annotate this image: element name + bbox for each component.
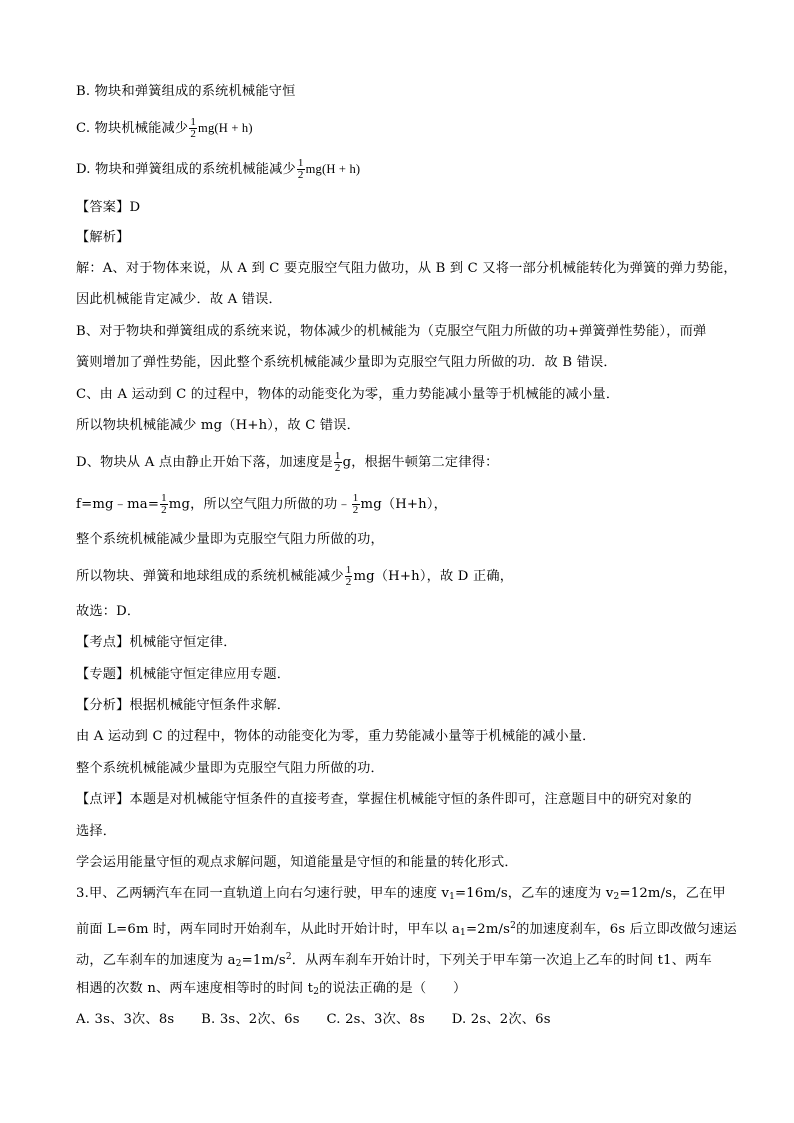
fraction-numerator: 1 bbox=[161, 492, 167, 504]
fraction bbox=[160, 493, 168, 516]
solution-d-2-suffix: mg（H+h）， bbox=[360, 497, 448, 512]
solution-d-2-prefix: f=mg﹣ma= bbox=[76, 497, 160, 512]
option-d-expr: mg(H + h) bbox=[305, 162, 361, 176]
kaodian: 【考点】机械能守恒定律． bbox=[76, 635, 237, 650]
solution-a-line-1: 解：A、对于物体来说，从 A 到 C 要克服空气阻力做功，从 B 到 C 又将一部分机械能转化为弹簧的弹力势能， bbox=[76, 261, 737, 276]
fenxi-line-2: 由 A 运动到 C 的过程中，物体的动能变化为零，重力势能减小量等于机械能的减小量． bbox=[76, 729, 596, 744]
fraction bbox=[334, 451, 342, 474]
q3-text: 相遇的次数 n、两车速度相等时的时间 t bbox=[76, 981, 314, 996]
q3-text: =2m/s bbox=[465, 922, 511, 937]
solution-c-line-1: C、由 A 运动到 C 的过程中，物体的动能变化为零，重力势能减小量等于机械能的减小量． bbox=[76, 387, 620, 402]
fraction-denominator: 2 bbox=[334, 462, 341, 474]
subscript: 1 bbox=[460, 928, 466, 938]
solution-d-line-3: 整个系统机械能减少量即为克服空气阻力所做的功， bbox=[76, 532, 384, 547]
option-c bbox=[76, 117, 724, 140]
option-d bbox=[76, 158, 724, 181]
fraction-numerator: 1 bbox=[334, 450, 341, 462]
solution-d-line-1 bbox=[76, 451, 724, 474]
question-3-line-1 bbox=[76, 884, 724, 907]
fraction-numerator: 1 bbox=[190, 116, 197, 128]
q3-text: 3.甲、乙两辆汽车在同一直轨道上向右匀速行驶，甲车的速度 v bbox=[76, 886, 450, 901]
solution-d-line-4 bbox=[76, 565, 724, 588]
solution-b-line-1: B、对于物块和弹簧组成的系统来说，物体减少的机械能为（克服空气阻力所做的功+弹簧弹性势能），而弹 bbox=[76, 324, 707, 339]
q3-text: =16m/s，乙车的速度为 v bbox=[455, 886, 614, 901]
dianping-line-2: 选择． bbox=[76, 824, 117, 839]
fraction-numerator: 1 bbox=[345, 564, 352, 576]
fenxi-line-3: 整个系统机械能减少量即为克服空气阻力所做的功． bbox=[76, 761, 384, 776]
subscript: 2 bbox=[313, 987, 320, 997]
fraction bbox=[352, 493, 360, 516]
fraction-denominator: 2 bbox=[190, 128, 197, 140]
solution-d-2-mid: mg，所以空气阻力所做的功﹣ bbox=[168, 497, 351, 512]
answer: 【答案】D bbox=[76, 200, 141, 215]
solution-d-1-prefix: D、物块从 A 点由静止开始下落，加速度是 bbox=[76, 455, 333, 470]
choice: 故选：D． bbox=[76, 604, 141, 619]
fraction-denominator: 2 bbox=[161, 504, 167, 516]
q3-text: =1m/s bbox=[241, 953, 286, 968]
fraction-denominator: 2 bbox=[297, 169, 304, 181]
fraction-numerator: 1 bbox=[297, 157, 304, 169]
q3-text: =12m/s，乙在甲 bbox=[619, 886, 726, 901]
option-c-prefix: C. 物块机械能减少 bbox=[76, 121, 189, 136]
subscript: 2 bbox=[613, 892, 620, 902]
subscript: 1 bbox=[449, 892, 456, 902]
q3-text: ．从两车刹车开始计时，下列关于甲车第一次追上乙车的时间 t1、两车 bbox=[291, 953, 712, 968]
solution-d-4-prefix: 所以物块、弹簧和地球组成的系统机械能减少 bbox=[76, 569, 344, 584]
question-3-options: A. 3s、3次、8s B. 3s、2次、6s C. 2s、3次、8s D. 2s、2次、6s bbox=[76, 1012, 551, 1027]
solution-d-4-suffix: mg（H+h），故 D 正确， bbox=[353, 569, 514, 584]
fenxi: 【分析】根据机械能守恒条件求解． bbox=[76, 698, 291, 713]
q3-text: 前面 L=6m 时，两车同时开始刹车，从此时开始计时，甲车以 a bbox=[76, 922, 461, 937]
fraction bbox=[297, 158, 305, 181]
dianping-line-3: 学会运用能量守恒的观点求解问题，知道能量是守恒的和能量的转化形式． bbox=[76, 855, 518, 870]
subscript: 2 bbox=[235, 959, 242, 969]
solution-a-line-2: 因此机械能肯定减少．故 A 错误． bbox=[76, 292, 282, 307]
q3-text: 的说法正确的是（ ） bbox=[319, 981, 467, 996]
fraction-denominator: 2 bbox=[352, 504, 359, 516]
q3-text: 动，乙车刹车的加速度为 a bbox=[76, 953, 236, 968]
question-3-line-4 bbox=[76, 979, 724, 1002]
solution-c-line-2: 所以物块机械能减少 mg（H+h），故 C 错误． bbox=[76, 418, 361, 433]
fraction-denominator: 2 bbox=[345, 576, 352, 588]
option-d-prefix: D. 物块和弹簧组成的系统机械能减少 bbox=[76, 162, 296, 177]
zhuanti: 【专题】机械能守恒定律应用专题． bbox=[76, 667, 291, 682]
option-c-expr: mg(H + h) bbox=[198, 121, 253, 135]
dianping-line-1: 【点评】本题是对机械能守恒条件的直接考查，掌握住机械能守恒的条件即可，注意题目中的研究对象的 bbox=[76, 792, 692, 807]
fraction bbox=[189, 117, 197, 140]
solution-d-line-2 bbox=[76, 493, 724, 516]
question-3-line-2 bbox=[76, 916, 737, 943]
solution-b-line-2: 簧则增加了弹性势能，因此整个系统机械能减少量即为克服空气阻力所做的功．故 B 错误． bbox=[76, 355, 617, 370]
analysis-header: 【解析】 bbox=[76, 230, 130, 245]
fraction-numerator: 1 bbox=[352, 492, 359, 504]
question-3-line-3 bbox=[76, 947, 724, 974]
q3-text: 的加速度刹车，6s 后立即改做匀速运 bbox=[516, 922, 737, 937]
option-b: B. 物块和弹簧组成的系统机械能守恒 bbox=[76, 84, 296, 99]
solution-d-1-mid: g，根据牛顿第二定律得： bbox=[342, 455, 499, 470]
superscript: 2 bbox=[285, 952, 292, 962]
fraction bbox=[345, 565, 353, 588]
superscript: 2 bbox=[510, 921, 517, 931]
